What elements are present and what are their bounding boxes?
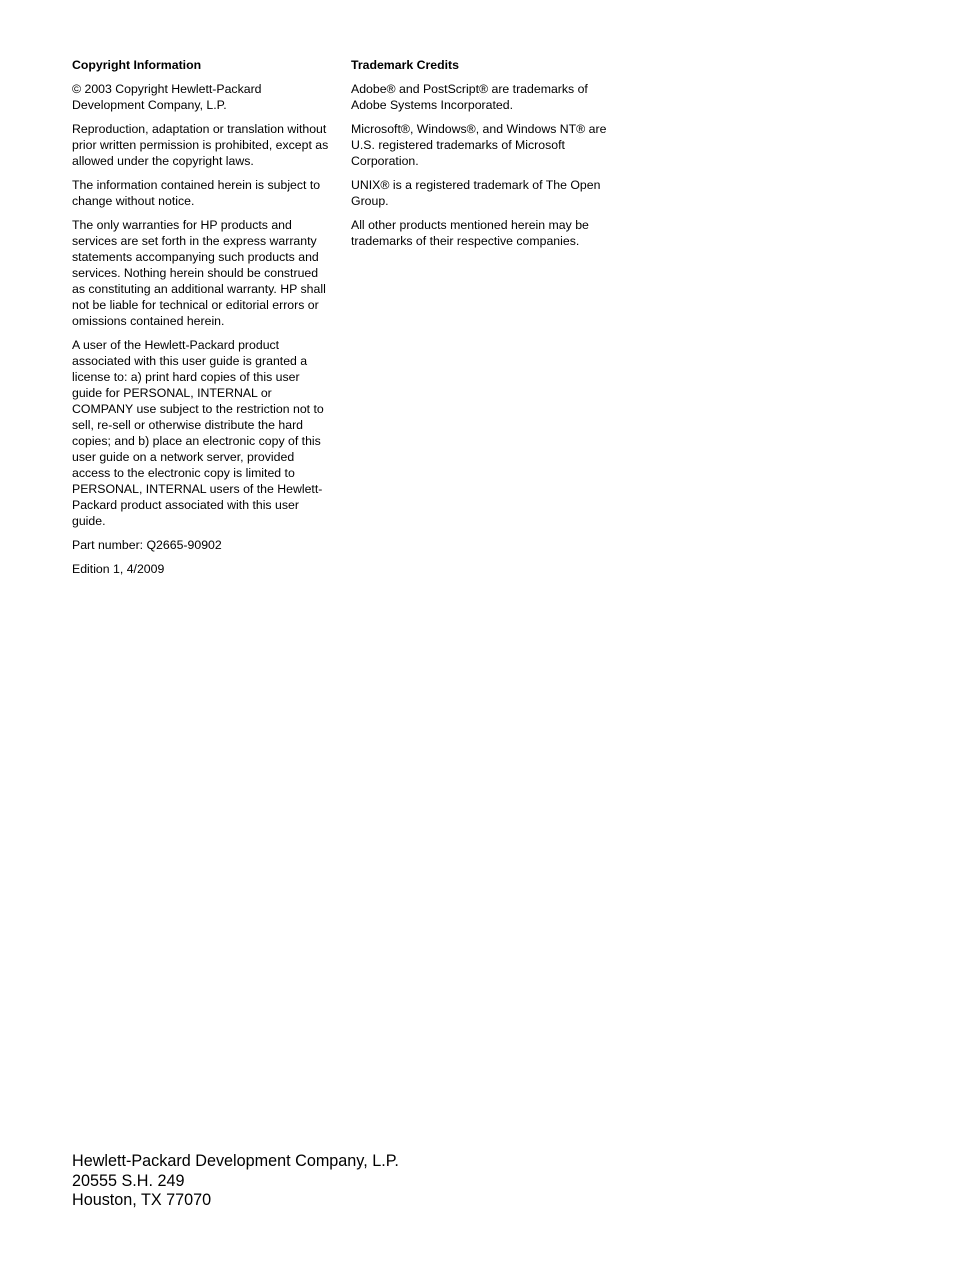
company-address xyxy=(72,1152,399,1211)
microsoft-trademark: Microsoft®, Windows®, and Windows NT® are U.S. registered trademarks of Microsoft Corporation. xyxy=(351,122,607,168)
copyright-notice: © 2003 Copyright Hewlett-Packard Development Company, L.P. xyxy=(72,82,262,112)
reproduction-notice: Reproduction, adaptation or translation without prior written permission is prohibited, except as allowed under the copyright laws. xyxy=(72,122,329,168)
trademark-section xyxy=(351,57,609,257)
warranty-notice: The only warranties for HP products and services are set forth in the express warranty statements accompanying such products and services. Nothing herein should be construed as constituting an additional warranty. HP shall not be liable for technical or editorial errors or omissions contained herein. xyxy=(72,218,326,328)
unix-trademark: UNIX® is a registered trademark of The Open Group. xyxy=(351,178,601,208)
copyright-section xyxy=(72,57,330,585)
adobe-trademark: Adobe® and PostScript® are trademarks of Adobe Systems Incorporated. xyxy=(351,82,588,112)
address-city: Houston, TX 77070 xyxy=(72,1191,212,1210)
other-trademarks: All other products mentioned herein may be trademarks of their respective companies. xyxy=(351,218,589,248)
copyright-heading: Copyright Information xyxy=(72,58,202,72)
license-notice: A user of the Hewlett-Packard product associated with this user guide is granted a license to: a) print hard copies of this user guide for PERSONAL, INTERNAL or COMPANY use subject to the restriction not to sell, re-sell or otherwise distribute the hard copies; and b) place an electronic copy of this user guide on a network server, provided access to the electronic copy is limited to PERSONAL, INTERNAL users of the Hewlett-Packard product associated with this user guide. xyxy=(72,338,324,528)
trademark-heading: Trademark Credits xyxy=(351,58,459,72)
address-company: Hewlett-Packard Development Company, L.P. xyxy=(72,1152,399,1170)
part-number: Part number: Q2665-90902 xyxy=(72,538,222,552)
address-street: 20555 S.H. 249 xyxy=(72,1171,185,1190)
edition: Edition 1, 4/2009 xyxy=(72,562,165,576)
change-notice: The information contained herein is subject to change without notice. xyxy=(72,178,321,208)
